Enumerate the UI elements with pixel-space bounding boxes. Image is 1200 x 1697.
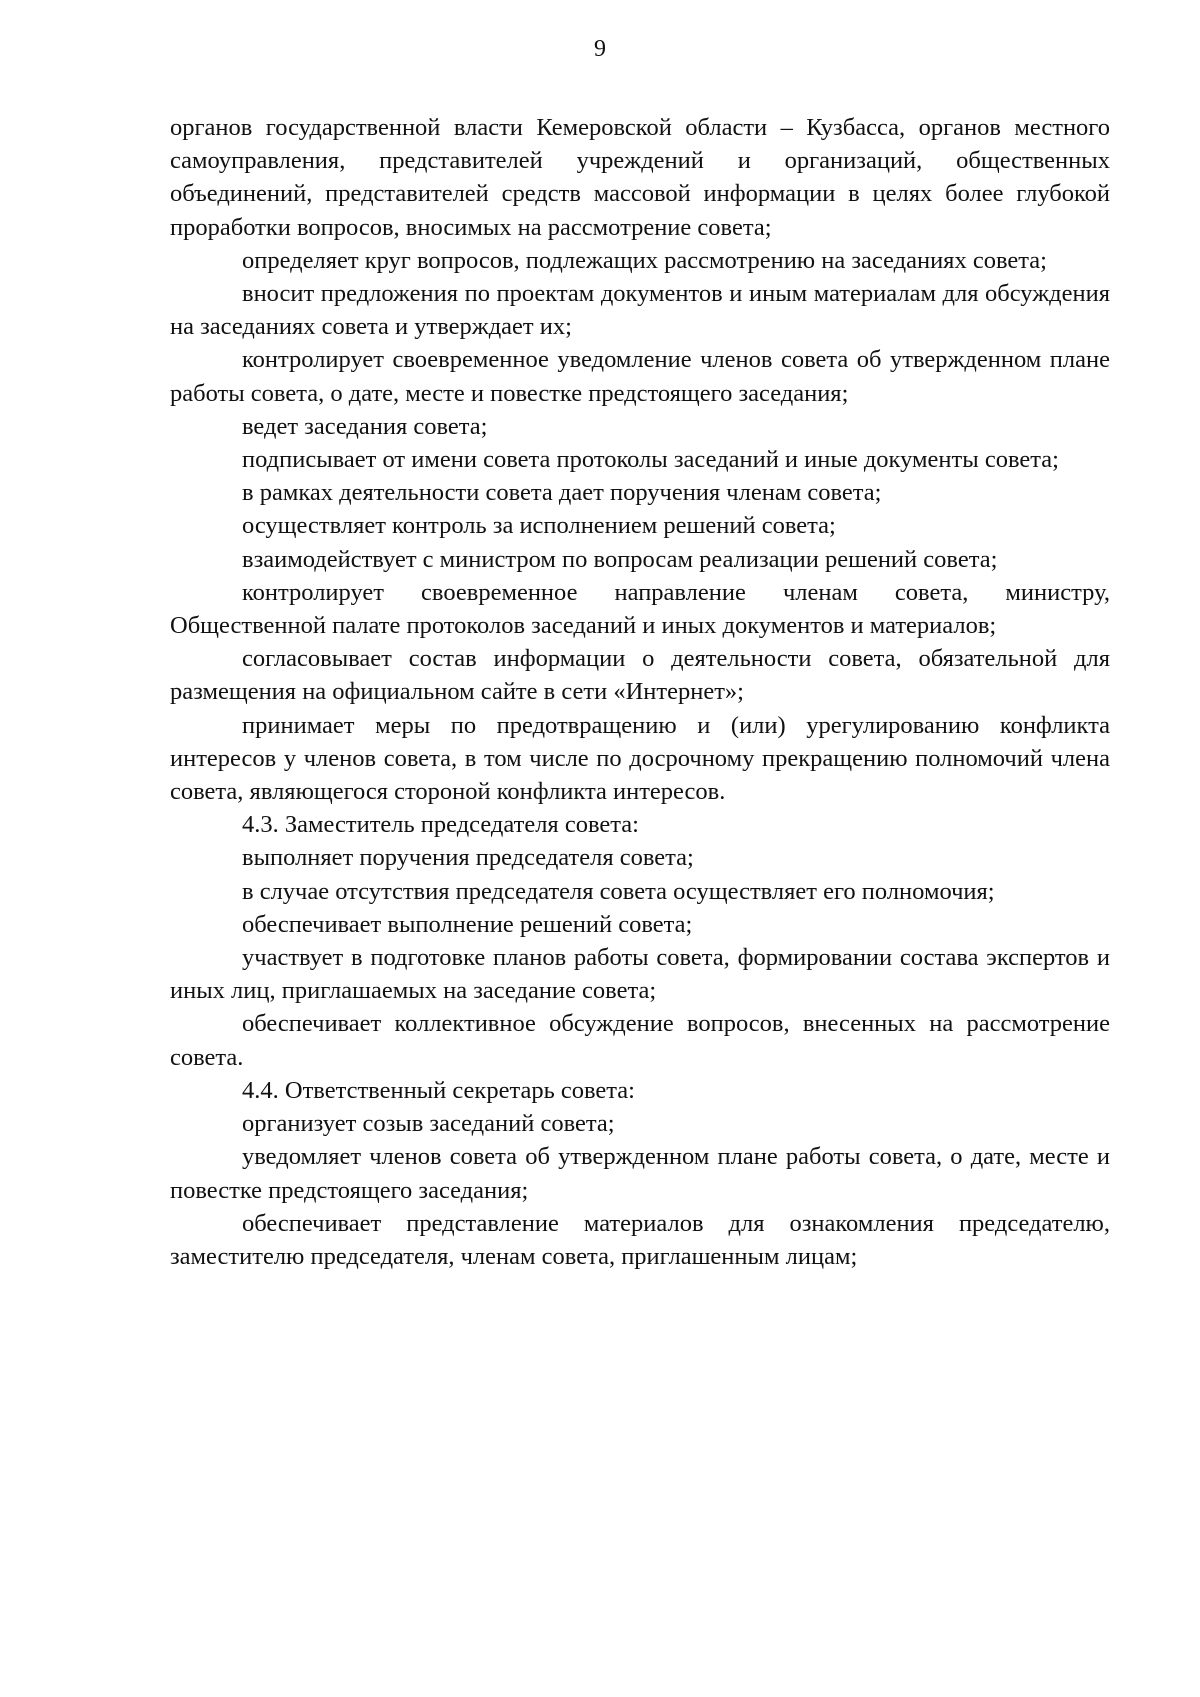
paragraph-2: определяет круг вопросов, подлежащих рассмотрению на заседаниях совета; [242,246,1047,274]
paragraph-12: принимает меры по предотвращению и (или) урегулированию конфликта интересов у членов совета, в том числе по досрочному прекращению полномочий члена совета, являющегося стороной конфликта интересов. [170,711,1110,806]
paragraph-15: в случае отсутствия председателя совета осуществляет его полномочия; [242,877,995,905]
paragraph-3: вносит предложения по проектам документов и иным материалам для обсуждения на заседаниях совета и утверждает их; [170,280,1110,341]
paragraph-18: обеспечивает коллективное обсуждение вопросов, внесенных на рассмотрение совета. [170,1010,1110,1071]
section-heading-4-4: 4.4. Ответственный секретарь совета: [242,1076,635,1104]
paragraph-16: обеспечивает выполнение решений совета; [242,910,693,938]
paragraph-11: согласовывает состав информации о деятельности совета, обязательной для размещения на официальном сайте в сети «Интернет»; [170,645,1110,706]
paragraph-8: осуществляет контроль за исполнением решений совета; [242,512,836,540]
paragraph-7: в рамках деятельности совета дает поручения членам совета; [242,479,882,507]
paragraph-14: выполняет поручения председателя совета; [242,844,694,872]
paragraph-6: подписывает от имени совета протоколы заседаний и иные документы совета; [242,446,1059,474]
paragraph-1: органов государственной власти Кемеровской области – Кузбасса, органов местного самоуправления, представителей учреждений и организаций, общественных объединений, представителей средств массовой информации в целях более глубокой проработки вопросов, вносимых на рассмотрение совета; [170,114,1110,241]
paragraph-10: контролирует своевременное направление членам совета, министру, Общественной палате протоколов заседаний и иных документов и материалов; [170,578,1110,640]
paragraph-5: ведет заседания совета; [242,412,488,440]
paragraph-9: взаимодействует с министром по вопросам реализации решений совета; [242,545,998,573]
paragraph-20: организует созыв заседаний совета; [242,1110,615,1138]
page-number: 9 [594,36,606,62]
paragraph-17: участвует в подготовке планов работы совета, формировании состава экспертов и иных лиц, приглашаемых на заседание совета; [170,944,1110,1005]
paragraph-21: уведомляет членов совета об утвержденном плане работы совета, о дате, месте и повестке предстоящего заседания; [170,1143,1110,1204]
paragraph-22: обеспечивает представление материалов для ознакомления председателю, заместителю председателя, членам совета, приглашенным лицам; [170,1209,1110,1270]
section-heading-4-3: 4.3. Заместитель председателя совета: [242,811,639,839]
document-body [170,111,1110,1273]
paragraph-4: контролирует своевременное уведомление членов совета об утвержденном плане работы совета, о дате, месте и повестке предстоящего заседания; [170,346,1110,407]
